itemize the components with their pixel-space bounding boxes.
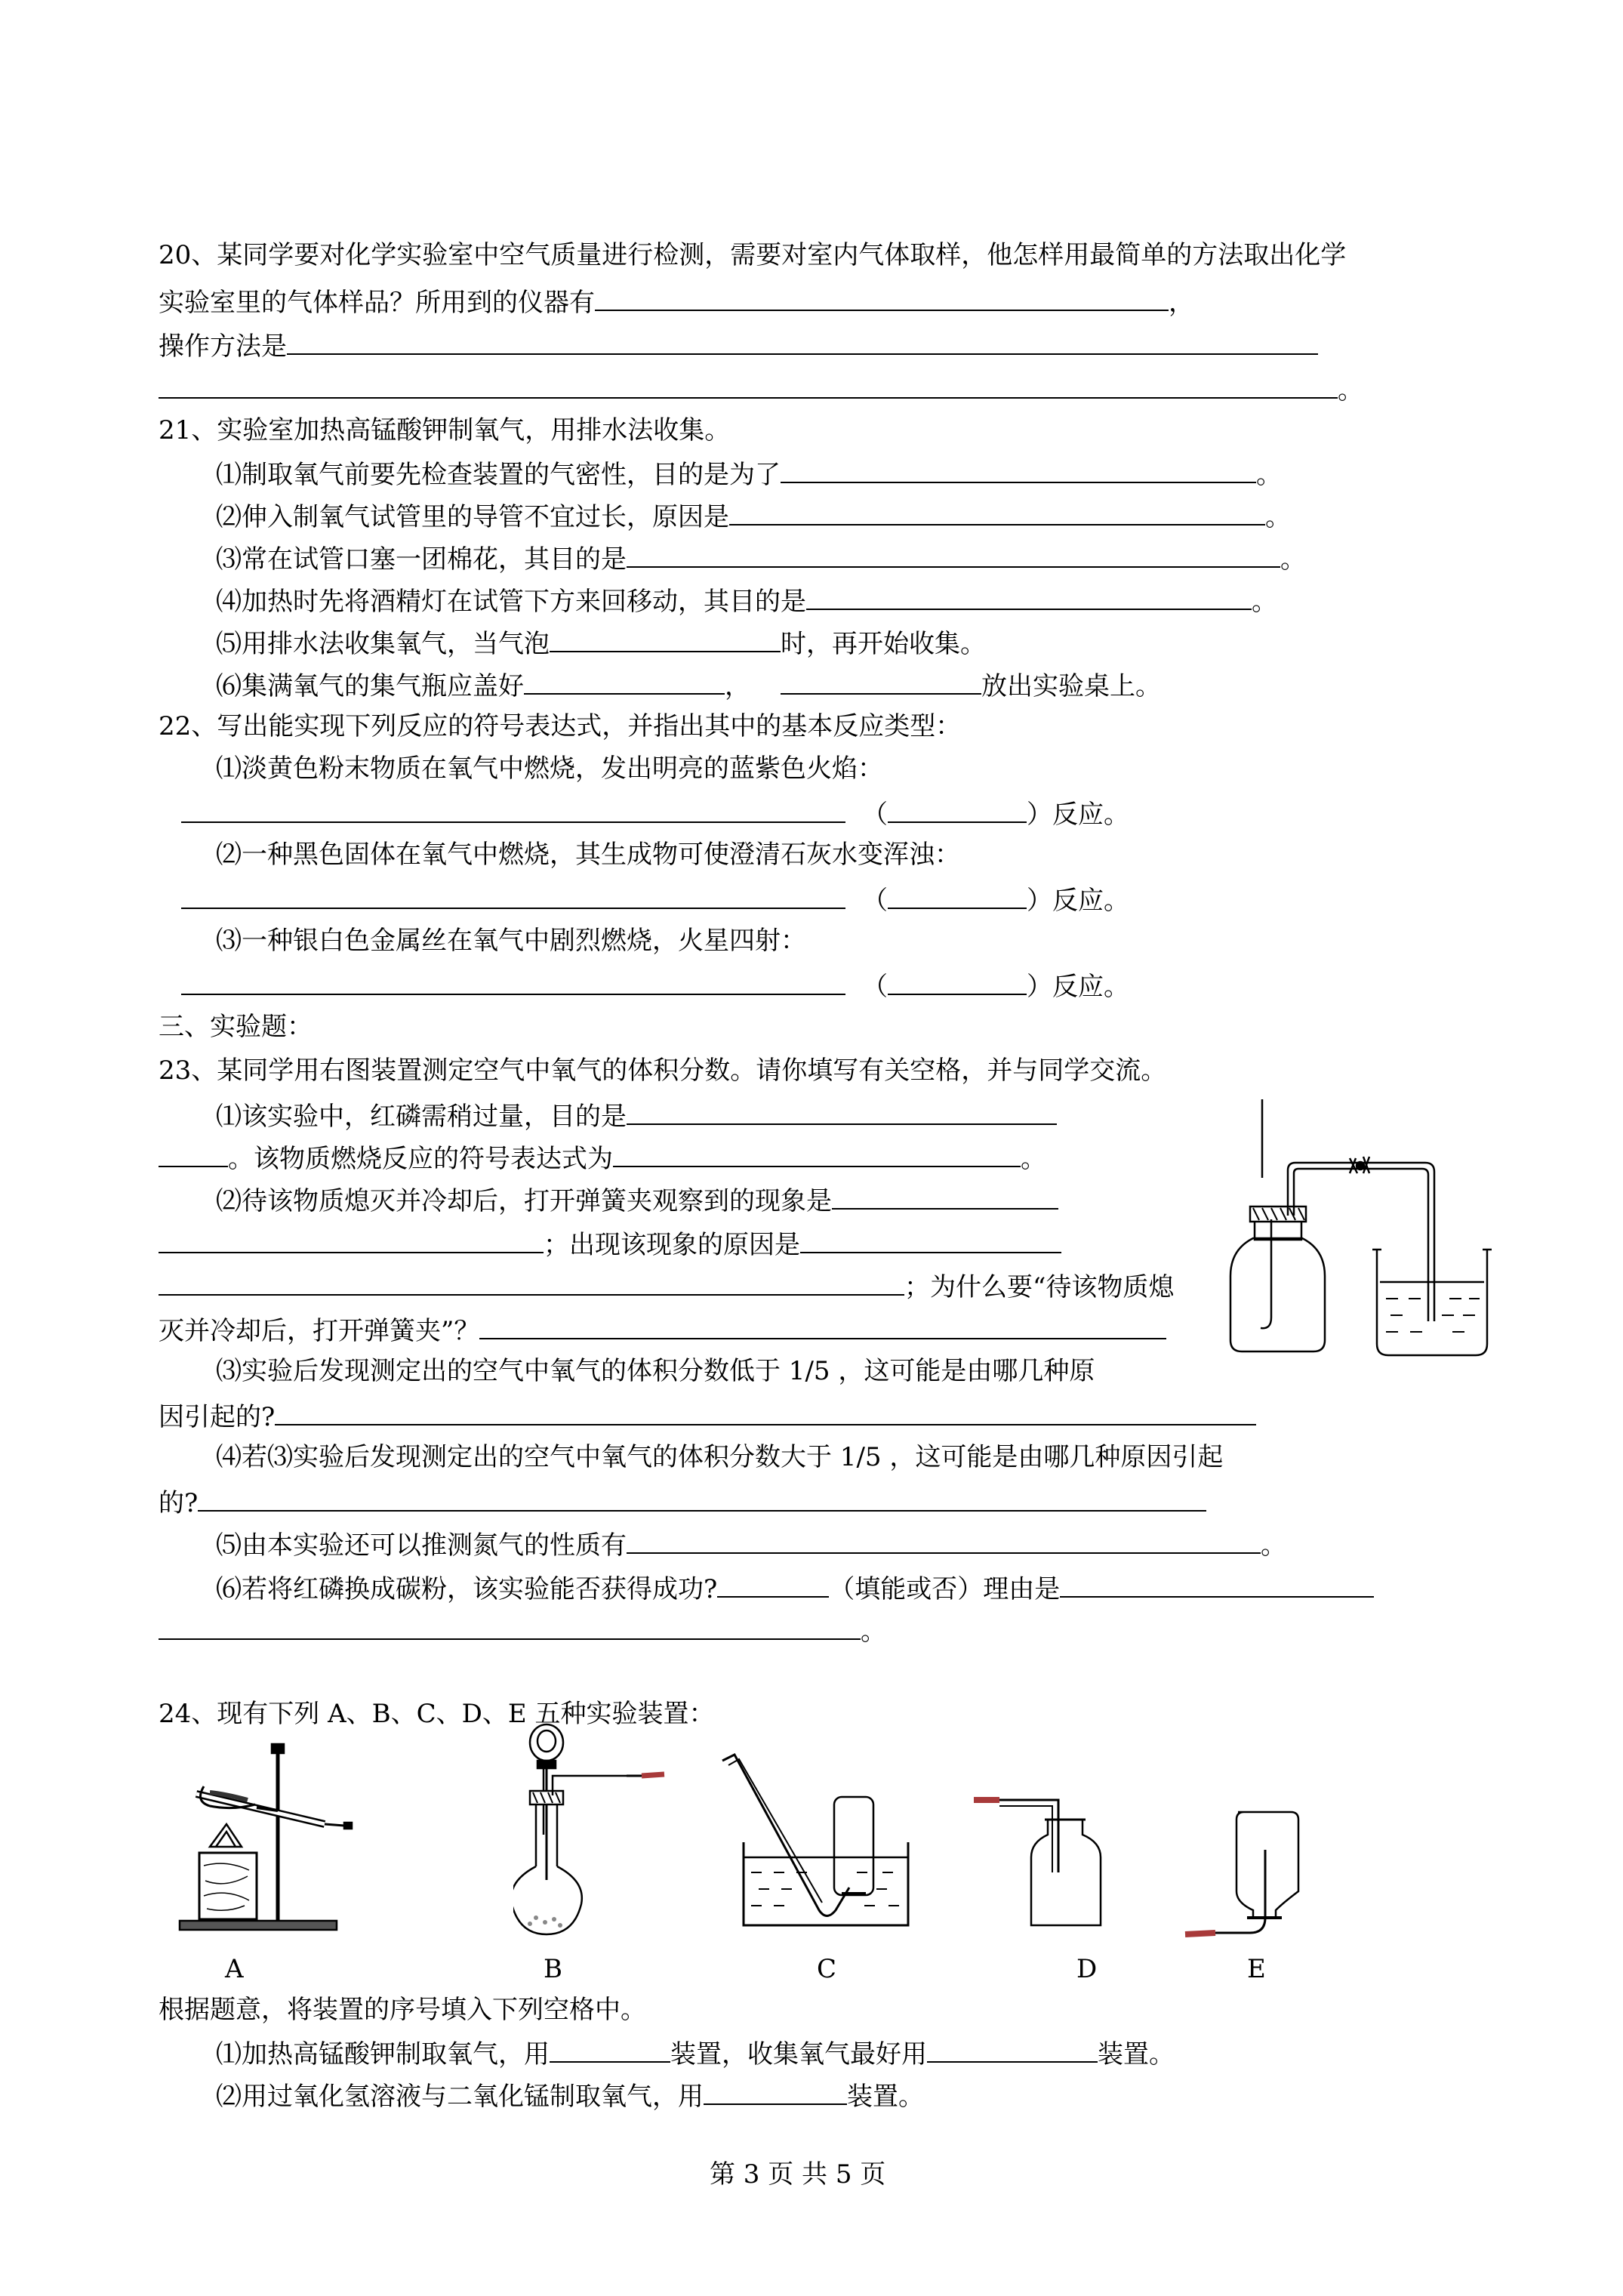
q23-p3: ⑶实验后发现测定出的空气中氧气的体积分数低于 1/5 ，这可能是由哪几种原 bbox=[216, 1356, 1095, 1386]
q20-method-label: 操作方法是 bbox=[159, 331, 287, 362]
q23-blank-6c[interactable] bbox=[159, 1613, 861, 1640]
q23-p2-line2 bbox=[159, 1226, 1061, 1262]
q21-p6 bbox=[216, 667, 1161, 703]
q24-p2-text: ⑵用过氧化氢溶液与二氧化锰制取氧气，用 bbox=[216, 2082, 704, 2112]
q23-p6-end: 。 bbox=[861, 1616, 886, 1647]
q21-p5-text: ⑸用排水法收集氧气，当气泡 bbox=[216, 629, 550, 659]
q23-p6-line2 bbox=[159, 1613, 886, 1648]
q22-blank-type-2[interactable] bbox=[888, 882, 1027, 909]
apparatus-label-e: E bbox=[1247, 1954, 1266, 1984]
section-title-experiment: 三、实验题： bbox=[159, 1012, 313, 1042]
q22-paren-open-3: （ bbox=[862, 972, 888, 1002]
q24-p1-text: ⑴加热高锰酸钾制取氧气，用 bbox=[216, 2039, 550, 2069]
q21-blank-3[interactable] bbox=[627, 541, 1280, 568]
q23-blank-3[interactable] bbox=[275, 1398, 1256, 1425]
q23-p3b-text: 因引起的? bbox=[159, 1402, 276, 1432]
q20-blank-instruments[interactable] bbox=[595, 284, 1169, 311]
q21-p2-end: 。 bbox=[1265, 502, 1291, 532]
q20-line1: 20、某同学要对化学实验室中空气质量进行检测，需要对室内气体取样，他怎样用最简单的方法取出化学 bbox=[159, 240, 1347, 270]
apparatus-label-a: A bbox=[225, 1954, 244, 1984]
q22-paren-open-1: （ bbox=[862, 800, 888, 830]
q23-p1-line2 bbox=[159, 1140, 1046, 1176]
q23-blank-6b[interactable] bbox=[1060, 1570, 1374, 1598]
q22-blank-type-1[interactable] bbox=[888, 796, 1027, 823]
apparatus-label-d: D bbox=[1076, 1954, 1098, 1984]
q22-p2-answer bbox=[181, 882, 1129, 917]
q23-blank-2a[interactable] bbox=[832, 1182, 1058, 1210]
q23-p6 bbox=[216, 1570, 1374, 1606]
q21-p6-tail: 放出实验桌上。 bbox=[981, 671, 1161, 701]
q22-paren-close-3: ）反应。 bbox=[1027, 972, 1129, 1002]
q23-blank-1a[interactable] bbox=[627, 1098, 1057, 1125]
q23-p4-line2 bbox=[159, 1484, 1206, 1520]
q22-paren-close-2: ）反应。 bbox=[1027, 886, 1129, 916]
q22-blank-expr-3[interactable] bbox=[181, 968, 845, 995]
q23-p2b-text: ；出现该现象的原因是 bbox=[544, 1230, 800, 1260]
q23-p2-line3 bbox=[159, 1268, 1174, 1304]
apparatus-c-water-trough bbox=[721, 1752, 925, 1933]
q23-p4b-text: 的? bbox=[159, 1488, 199, 1518]
q23-head: 23、某同学用右图装置测定空气中氧气的体积分数。请你填写有关空格，并与同学交流。 bbox=[159, 1056, 1167, 1086]
q24-blank-1a[interactable] bbox=[550, 2036, 670, 2063]
q22-p3: ⑶一种银白色金属丝在氧气中剧烈燃烧，火星四射： bbox=[216, 926, 806, 956]
q24-p1b-text: 装置，收集氧气最好用 bbox=[670, 2039, 927, 2069]
apparatus-d-upward-collection bbox=[966, 1782, 1110, 1940]
q23-p6-text: ⑹若将红磷换成碳粉，该实验能否获得成功? bbox=[216, 1574, 718, 1604]
q22-p1-answer bbox=[181, 796, 1129, 831]
q23-blank-5[interactable] bbox=[627, 1527, 1261, 1554]
q23-blank-2d[interactable] bbox=[159, 1268, 904, 1296]
q22-blank-type-3[interactable] bbox=[888, 968, 1027, 995]
q21-p3-end: 。 bbox=[1280, 544, 1306, 575]
q20-line4 bbox=[159, 371, 1363, 407]
q21-p1 bbox=[216, 456, 1282, 492]
q24-p2 bbox=[216, 2078, 924, 2113]
q23-p5-end: 。 bbox=[1261, 1530, 1286, 1561]
q23-blank-2c[interactable] bbox=[800, 1226, 1061, 1253]
q24-blank-2[interactable] bbox=[704, 2078, 847, 2105]
q23-apparatus-figure bbox=[1223, 1095, 1510, 1374]
q21-p2-text: ⑵伸入制氧气试管里的导管不宜过长，原因是 bbox=[216, 502, 729, 532]
q21-p3 bbox=[216, 541, 1306, 576]
q21-p3-text: ⑶常在试管口塞一团棉花，其目的是 bbox=[216, 544, 627, 575]
q21-p1-end: 。 bbox=[1256, 460, 1282, 490]
q23-p5-text: ⑸由本实验还可以推测氮气的性质有 bbox=[216, 1530, 627, 1561]
q23-blank-2b[interactable] bbox=[159, 1226, 544, 1253]
q20-blank-method-2[interactable] bbox=[159, 371, 1338, 399]
q21-blank-2[interactable] bbox=[729, 498, 1265, 525]
q21-p6-text: ⑹集满氧气的集气瓶应盖好 bbox=[216, 671, 524, 701]
q22-blank-expr-2[interactable] bbox=[181, 882, 845, 909]
q22-head: 22、写出能实现下列反应的符号表达式，并指出其中的基本反应类型： bbox=[159, 711, 962, 741]
q22-blank-expr-1[interactable] bbox=[181, 796, 845, 823]
q23-p3-line2 bbox=[159, 1398, 1256, 1434]
q23-blank-2e[interactable] bbox=[479, 1312, 1166, 1339]
q21-blank-6a[interactable] bbox=[524, 667, 725, 695]
q23-p6b-text: （填能或否）理由是 bbox=[829, 1574, 1061, 1604]
q21-blank-6b[interactable] bbox=[781, 667, 981, 695]
q23-p2-line4 bbox=[159, 1312, 1166, 1348]
q22-p1: ⑴淡黄色粉末物质在氧气中燃烧，发出明亮的蓝紫色火焰： bbox=[216, 754, 883, 784]
q22-p2: ⑵一种黑色固体在氧气中燃烧，其生成物可使澄清石灰水变浑浊： bbox=[216, 840, 960, 870]
q21-p4-text: ⑷加热时先将酒精灯在试管下方来回移动，其目的是 bbox=[216, 587, 806, 617]
q20-line2 bbox=[159, 284, 1194, 319]
apparatus-label-c: C bbox=[817, 1954, 837, 1984]
q22-p3-answer bbox=[181, 968, 1129, 1003]
q21-p5 bbox=[216, 625, 986, 661]
page-footer: 第 3 页 共 5 页 bbox=[710, 2159, 886, 2190]
q20-text: 实验室里的气体样品？所用到的仪器有 bbox=[159, 288, 595, 318]
q23-p2d-text: 灭并冷却后，打开弹簧夹”？ bbox=[159, 1316, 480, 1346]
q23-p2c-text: ；为什么要“待该物质熄 bbox=[904, 1272, 1175, 1302]
q21-head: 21、实验室加热高锰酸钾制氧气，用排水法收集。 bbox=[159, 415, 731, 445]
q23-p5 bbox=[216, 1527, 1286, 1562]
q20-blank-method[interactable] bbox=[287, 328, 1318, 355]
q22-paren-open-2: （ bbox=[862, 886, 888, 916]
q21-p5-tail: 时，再开始收集。 bbox=[781, 629, 986, 659]
q21-p6-comma: ， bbox=[725, 671, 750, 701]
q21-p2 bbox=[216, 498, 1291, 534]
q23-p1-text: ⑴该实验中，红磷需稍过量，目的是 bbox=[216, 1102, 627, 1132]
q23-p1-end: 。 bbox=[1021, 1144, 1046, 1174]
q23-blank-1c[interactable] bbox=[613, 1140, 1021, 1167]
q24-p1c-text: 装置。 bbox=[1098, 2039, 1175, 2069]
q23-p2 bbox=[216, 1182, 1058, 1218]
q21-blank-5[interactable] bbox=[550, 625, 781, 652]
q24-head: 24、现有下列 A、B、C、D、E 五种实验装置： bbox=[159, 1699, 715, 1729]
q24-p1 bbox=[216, 2036, 1175, 2071]
q24-p2b-text: 装置。 bbox=[847, 2082, 924, 2112]
q20-comma: ， bbox=[1169, 288, 1194, 318]
q21-blank-4[interactable] bbox=[806, 583, 1252, 610]
apparatus-label-b: B bbox=[544, 1954, 562, 1984]
q21-p1-text: ⑴制取氧气前要先检查装置的气密性，目的是为了 bbox=[216, 460, 781, 490]
q20-line3 bbox=[159, 328, 1318, 363]
q21-p4 bbox=[216, 583, 1277, 618]
q20-period: 。 bbox=[1338, 375, 1363, 405]
q23-blank-1b[interactable] bbox=[159, 1140, 228, 1167]
q22-paren-close-1: ）反应。 bbox=[1027, 800, 1129, 830]
apparatus-b-flask-funnel bbox=[513, 1721, 687, 1940]
q23-p2-text: ⑵待该物质熄灭并冷却后，打开弹簧夹观察到的现象是 bbox=[216, 1186, 832, 1216]
q21-p4-end: 。 bbox=[1252, 587, 1277, 617]
q23-p1b-text: 。该物质燃烧反应的符号表达式为 bbox=[228, 1144, 613, 1174]
apparatus-a-heating-setup bbox=[174, 1734, 355, 1937]
q23-p4: ⑷若⑶实验后发现测定出的空气中氧气的体积分数大于 1/5 ，这可能是由哪几种原因引起 bbox=[216, 1442, 1224, 1472]
q23-blank-4[interactable] bbox=[198, 1484, 1206, 1512]
q21-blank-1[interactable] bbox=[781, 456, 1256, 483]
q24-instructions: 根据题意，将装置的序号填入下列空格中。 bbox=[159, 1995, 646, 2025]
apparatus-e-downward-collection bbox=[1163, 1804, 1313, 1963]
q24-blank-1b[interactable] bbox=[927, 2036, 1098, 2063]
q23-p1 bbox=[216, 1098, 1057, 1133]
q23-blank-6a[interactable] bbox=[717, 1570, 829, 1598]
